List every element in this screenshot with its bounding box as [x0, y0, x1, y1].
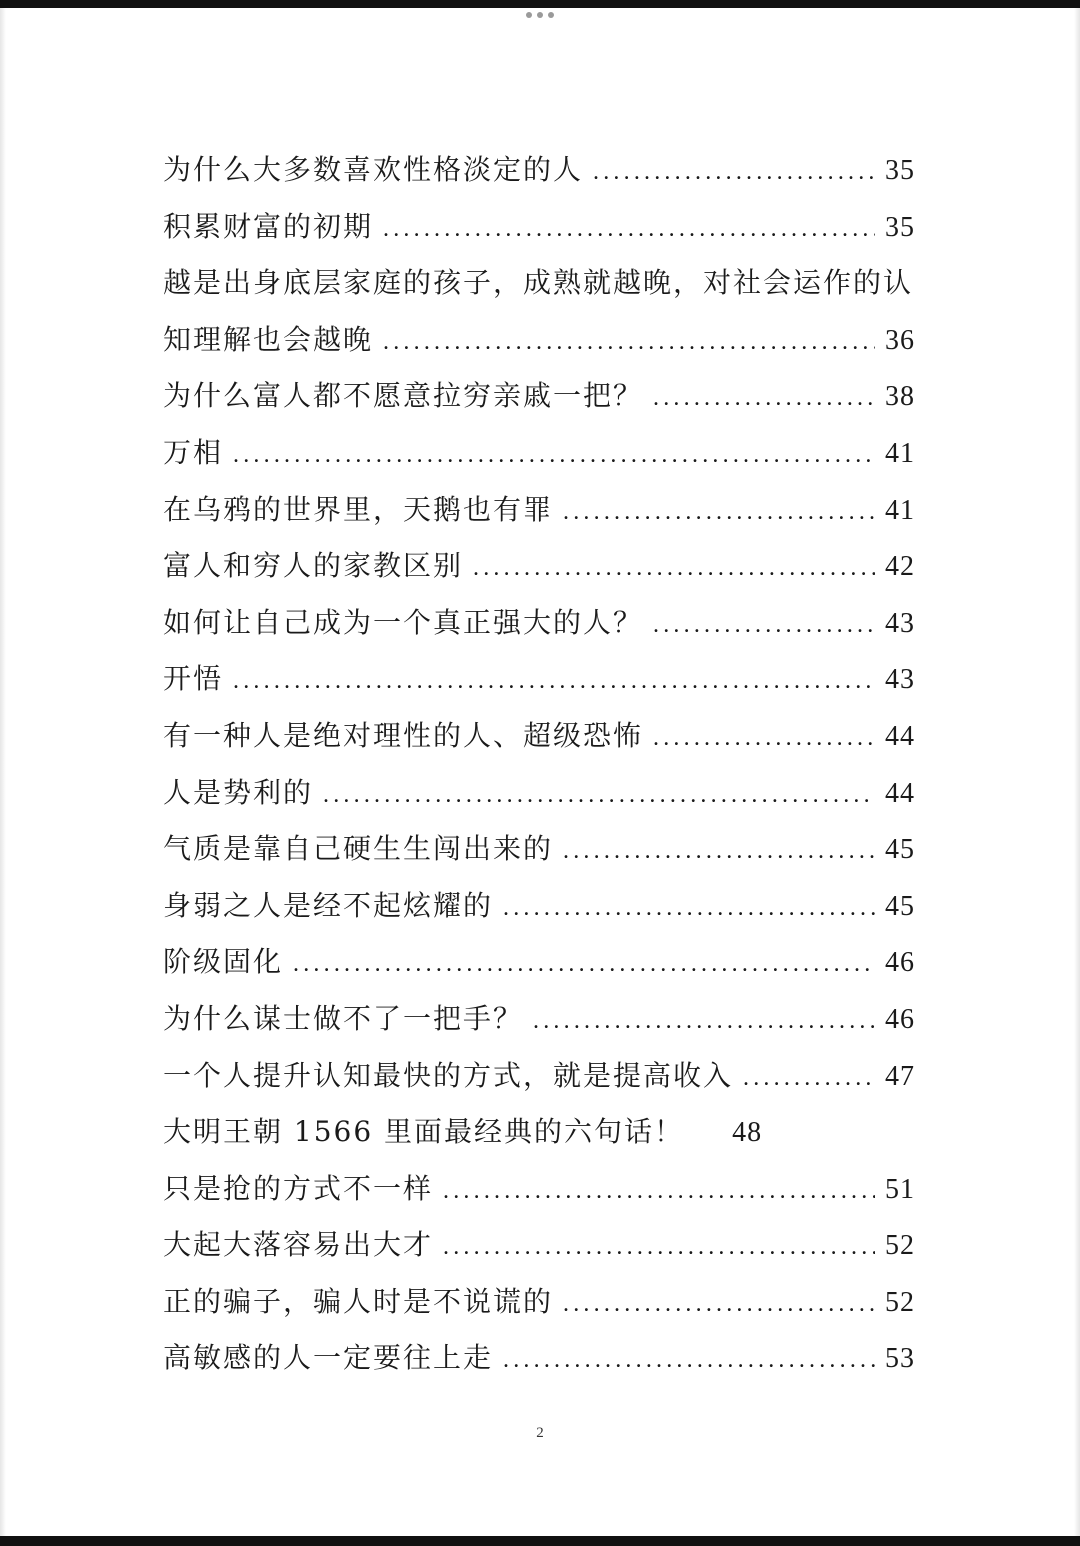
toc-entry-title: 大明王朝 1566 里面最经典的六句话！ [163, 1115, 685, 1149]
toc-leader-dots [563, 1276, 875, 1333]
toc-entry-title: 有一种人是绝对理性的人、超级恐怖 [163, 718, 644, 752]
toc-entry-page: 52 [885, 1230, 915, 1262]
toc-entry[interactable] [163, 1048, 915, 1105]
toc-leader-dots [233, 427, 875, 484]
toc-leader-dots [503, 880, 875, 937]
toc-entry-page: 41 [885, 494, 915, 526]
toc-entry-wrapped-line[interactable] [163, 255, 915, 312]
toc-entry-page: 45 [885, 890, 915, 922]
toc-entry-page: 43 [885, 664, 915, 696]
toc-entry-title: 为什么富人都不愿意拉穷亲戚一把？ [163, 379, 644, 413]
toc-entry-page: 35 [885, 211, 915, 243]
toc-leader-dots [593, 144, 875, 201]
toc-entry-title: 只是抢的方式不一样 [163, 1171, 434, 1205]
toc-leader-dots [653, 597, 875, 654]
toc-entry-page: 36 [885, 324, 915, 356]
toc-leader-dots [653, 370, 875, 427]
toc-entry-title: 大起大落容易出大才 [163, 1228, 434, 1262]
toc-entry-page: 46 [885, 1003, 915, 1035]
toc-leader-dots [323, 767, 875, 824]
toc-entry[interactable] [163, 482, 915, 539]
toc-entry[interactable] [163, 142, 915, 199]
more-options-icon[interactable] [526, 11, 554, 19]
toc-entry-title: 在乌鸦的世界里，天鹅也有罪 [163, 492, 554, 526]
toc-leader-dots [443, 1163, 875, 1220]
toc-entry-page: 48 [732, 1117, 763, 1149]
toc-entry-title: 如何让自己成为一个真正强大的人？ [163, 605, 644, 639]
toc-entry-page: 46 [885, 947, 915, 979]
toc-entry-title: 万相 [163, 435, 224, 469]
toc-leader-dots [383, 201, 875, 258]
toc-entry[interactable] [163, 708, 915, 765]
top-bar [0, 0, 1080, 8]
toc-leader-dots [563, 823, 875, 880]
toc-leader-dots [653, 710, 875, 767]
toc-entry-page: 45 [885, 834, 915, 866]
page-number: 2 [536, 1425, 544, 1441]
page-edge-right [1074, 8, 1080, 1536]
toc-entry[interactable] [163, 1104, 915, 1161]
toc-entry[interactable] [163, 538, 915, 595]
toc-entry-page: 51 [885, 1173, 915, 1205]
toc-entry-page: 47 [885, 1060, 915, 1092]
toc-entry[interactable] [163, 765, 915, 822]
toc-entry-page: 53 [885, 1343, 915, 1375]
toc-entry-title: 身弱之人是经不起炫耀的 [163, 888, 494, 922]
toc-entry[interactable] [163, 312, 915, 369]
toc-entry-page: 35 [885, 155, 915, 186]
table-of-contents [163, 142, 915, 1387]
toc-entry[interactable] [163, 425, 915, 482]
toc-entry-page: 44 [885, 720, 915, 752]
toc-entry-title: 开悟 [163, 662, 224, 696]
toc-entry[interactable] [163, 368, 915, 425]
toc-entry[interactable] [163, 934, 915, 991]
toc-entry-title: 知理解也会越晚 [163, 322, 374, 356]
toc-entry-title: 正的骗子，骗人时是不说谎的 [163, 1284, 554, 1318]
toc-entry[interactable] [163, 1161, 915, 1218]
toc-entry[interactable] [163, 821, 915, 878]
bottom-bar [0, 1536, 1080, 1546]
toc-entry-page: 52 [885, 1286, 915, 1318]
toc-entry-title: 阶级固化 [163, 945, 284, 979]
toc-entry-title: 一个人提升认知最快的方式，就是提高收入 [163, 1058, 734, 1092]
toc-entry-page: 42 [885, 551, 915, 583]
toc-entry-title: 为什么大多数喜欢性格淡定的人 [163, 153, 584, 186]
dot-icon [537, 12, 543, 18]
toc-entry-title: 越是出身底层家庭的孩子，成熟就越晚，对社会运作的认 [163, 266, 914, 300]
page-edge-left [0, 8, 6, 1536]
toc-entry[interactable] [163, 1330, 915, 1387]
toc-entry-title: 为什么谋士做不了一把手？ [163, 1001, 524, 1035]
toc-entry-title: 人是势利的 [163, 775, 314, 809]
toc-entry[interactable] [163, 1217, 915, 1274]
toc-entry-title: 积累财富的初期 [163, 209, 374, 243]
toc-entry[interactable] [163, 651, 915, 708]
toc-entry-page: 43 [885, 607, 915, 639]
toc-entry[interactable] [163, 595, 915, 652]
toc-leader-dots [473, 540, 875, 597]
toc-leader-dots [233, 653, 875, 710]
toc-leader-dots [503, 1332, 875, 1389]
toc-entry-page: 38 [885, 381, 915, 413]
toc-entry-title: 富人和穷人的家教区别 [163, 549, 464, 583]
toc-leader-dots [293, 936, 875, 993]
toc-entry-page: 41 [885, 437, 915, 469]
toc-entry-page: 44 [885, 777, 915, 809]
toc-leader-dots [533, 993, 875, 1050]
toc-entry[interactable] [163, 878, 915, 935]
toc-entry[interactable] [163, 199, 915, 256]
toc-leader-dots [563, 484, 875, 541]
dot-icon [548, 12, 554, 18]
toc-entry[interactable] [163, 1274, 915, 1331]
dot-icon [526, 12, 532, 18]
toc-leader-dots [743, 1050, 875, 1107]
toc-leader-dots [443, 1219, 875, 1276]
toc-entry-title: 气质是靠自己硬生生闯出来的 [163, 832, 554, 866]
toc-entry[interactable] [163, 991, 915, 1048]
toc-leader-dots [383, 314, 875, 371]
toc-entry-title: 高敏感的人一定要往上走 [163, 1341, 494, 1375]
